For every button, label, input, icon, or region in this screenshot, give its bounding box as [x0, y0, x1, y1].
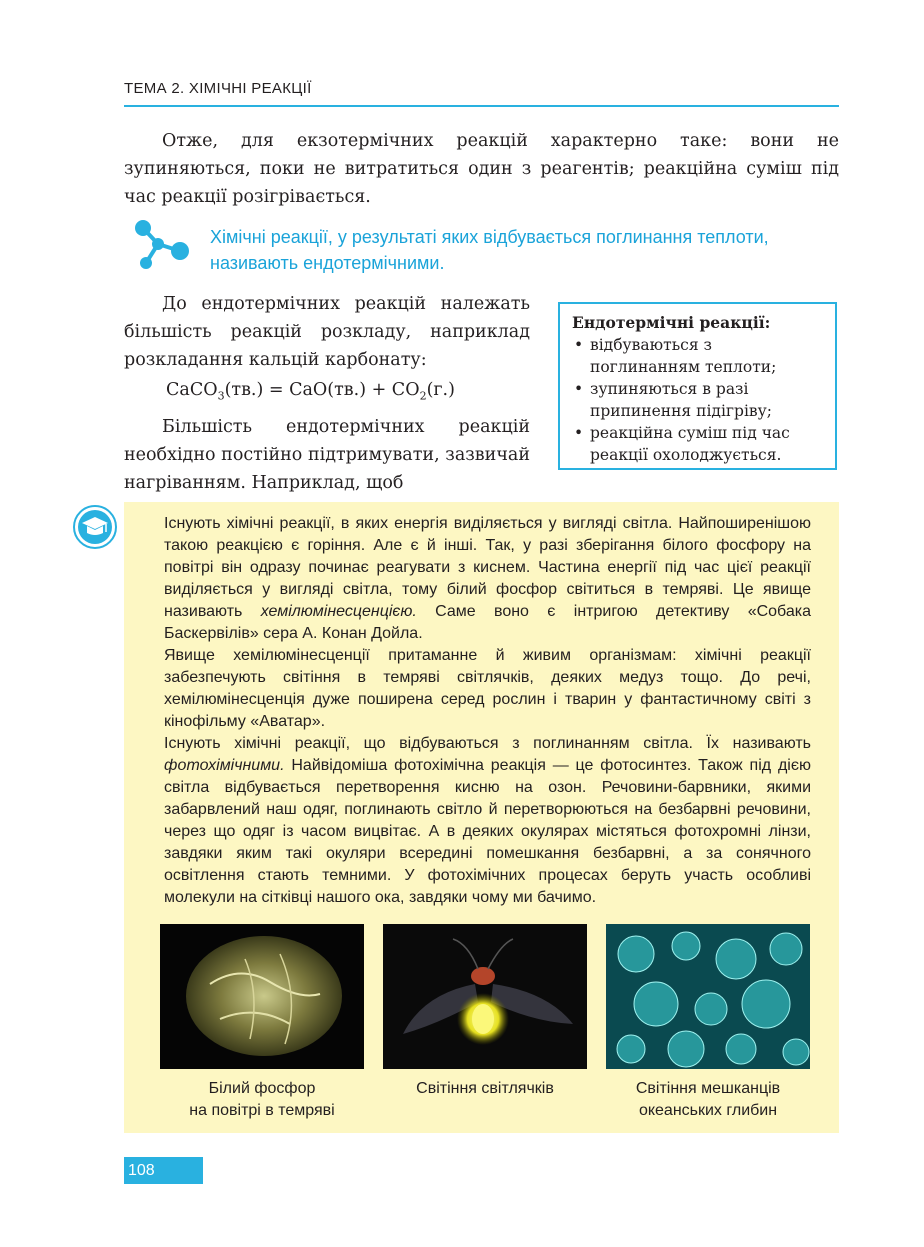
term-chemiluminescence: хемілюмінесценцією.	[260, 603, 417, 620]
caption-white-phosphorus	[160, 1078, 364, 1122]
text-span: Існують хімічні реакції, що відбуваються з поглинанням світла. Їх називають	[164, 735, 811, 752]
summary-list	[572, 334, 825, 466]
header-rule	[124, 105, 839, 107]
caption-line: Світіння світлячків	[416, 1080, 554, 1097]
left-column	[124, 290, 530, 497]
term-photochemical: фотохімічними.	[164, 757, 285, 774]
photo-deep-sea-creatures	[606, 924, 810, 1069]
info-paragraph-photochemical	[164, 733, 811, 909]
photo-white-phosphorus	[160, 924, 364, 1069]
caption-firefly	[383, 1078, 587, 1100]
caption-line: океанських глибин	[638, 1102, 778, 1119]
intro-paragraph: Отже, для екзотермічних реакцій характерно таке: вони не зупиняються, поки не витратиться один з реагентів; реакційна суміш під час реакції розігрівається.	[124, 131, 839, 207]
graduation-cap-icon	[73, 505, 117, 549]
caption-line: Світіння мешканців	[635, 1080, 781, 1097]
formula-part: (тв.) = CaO(тв.) + CO	[224, 380, 420, 400]
summary-item: • відбуваються з поглинанням теплоти;	[572, 334, 825, 378]
summary-item: • реакційна суміш під час реакції охолоджується.	[572, 422, 825, 466]
info-paragraph-chemiluminescence	[164, 513, 811, 645]
running-header: ТЕМА 2. ХІМІЧНІ РЕАКЦІЇ	[124, 80, 312, 97]
endothermic-summary-box	[558, 302, 837, 470]
formula-part: CaCO	[166, 380, 218, 400]
paragraph-heating: Більшість ендотермічних реакцій необхідно постійно підтримувати, зазвичай нагріванням. Наприклад, щоб	[124, 416, 530, 493]
photo-firefly	[383, 924, 587, 1069]
info-paragraph-organisms: Явище хемілюмінесценції притаманне й живим організмам: хімічні реакції забезпечують світіння в темряві світлячків, деяких медуз тощо. До речі, хемілюмінесценція дуже поширена серед рослин і тварин у фантастичному світі з кінофільму «Аватар».	[164, 647, 811, 730]
formula-subscript: 3	[217, 389, 225, 403]
summary-title: Ендотермічні реакції:	[572, 313, 771, 332]
page-number: 108	[124, 1157, 203, 1184]
info-box-text	[164, 513, 811, 909]
caption-line: Білий фосфор	[208, 1080, 316, 1097]
paragraph-decomposition: До ендотермічних реакцій належать більшість реакцій розкладу, наприклад розкладання кальцій карбонату:	[124, 294, 530, 370]
chemical-equation	[124, 376, 530, 411]
molecule-icon	[132, 218, 194, 272]
text-span: Існують хімічні реакції, в яких енергія виділяється у вигляді світла. Найпоширенішою такою реакцією є горіння. Але є й інші. Так, у разі зберігання білого фосфору на повітрі він одразу починає реагувати з киснем. Частина енергії під час цієї реакції виділяється у вигляді світла, тому білий фосфор світиться в темряві. Це явище називають	[164, 515, 811, 620]
definition-text: Хімічні реакції, у результаті яких відбувається поглинання теплоти, називають ендотермічними.	[210, 227, 769, 273]
formula-subscript: 2	[419, 389, 427, 403]
caption-line: на повітрі в темряві	[189, 1102, 335, 1119]
formula-part: (г.)	[426, 380, 455, 400]
caption-deep-sea	[606, 1078, 810, 1122]
text-span: Найвідоміша фотохімічна реакція — це фотосинтез. Також під дією світла відбувається перетворення кисню на озон. Речовини-барвники, якими забарвлений наш одяг, поглинають світло й перетворюються на безбарвні речовини, через що одяг із часом вицвітає. А в деяких окулярах містяться фотохромні лінзи, завдяки яким такі окуляри всередині помешкання безбарвні, а за сонячного освітлення стають темними. У фотохімічних процесах беруть участь особливі молекули на сітківці нашого ока, завдяки чому ми бачимо.	[164, 757, 811, 906]
text-span: Саме воно є інтригою детективу «Собака Баскервілів» сера А. Конан Дойла.	[164, 603, 811, 642]
summary-item: • зупиняються в разі припинення підігріву;	[572, 378, 825, 422]
